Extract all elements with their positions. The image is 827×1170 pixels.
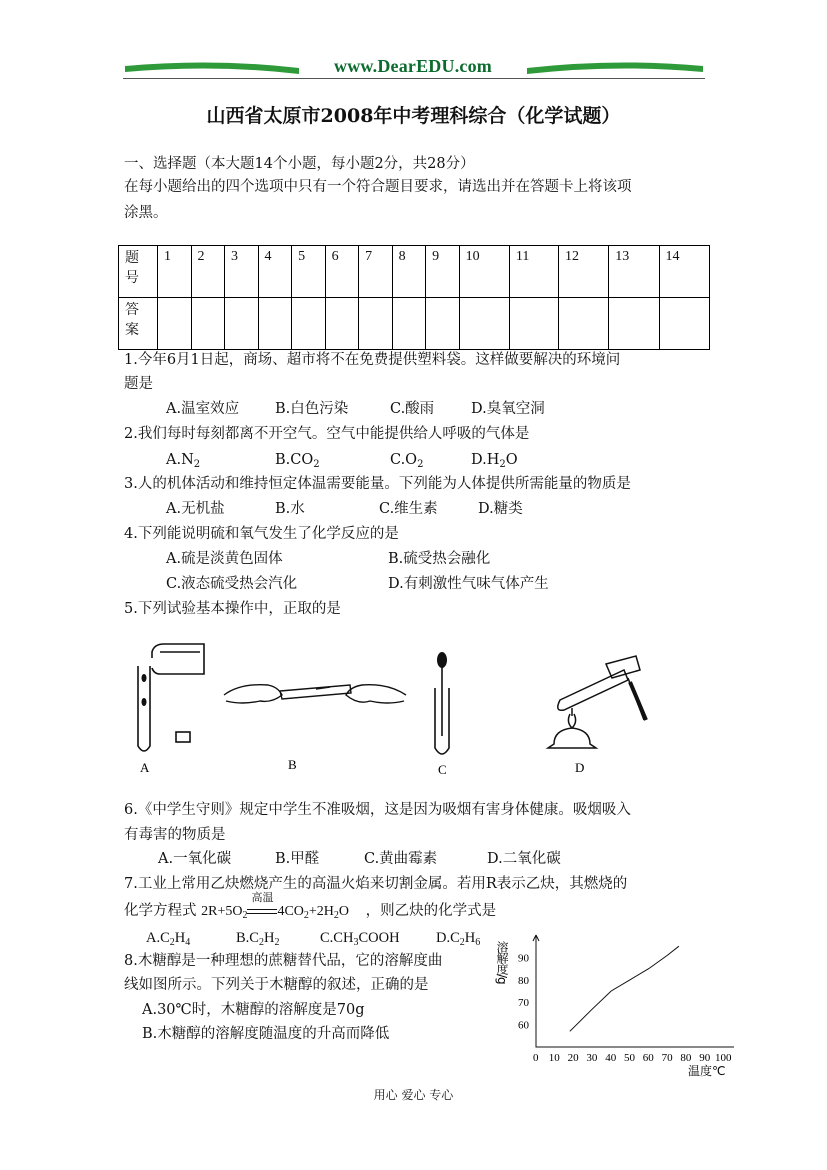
q6-option-b: B.甲醛 [275, 851, 320, 867]
table-cell: 4 [258, 246, 292, 298]
section-heading: 一、选择题（本大题14个小题，每小题2分，共28分） [124, 156, 475, 172]
q6-option-c: C.黄曲霉素 [364, 851, 438, 867]
figure-label-c: C [438, 762, 447, 777]
q1-option-d: D.臭氧空洞 [471, 401, 545, 417]
table-cell: 12 [558, 246, 608, 298]
y-tick-label: 60 [518, 1019, 529, 1032]
q6-text-2: 有毒害的物质是 [124, 827, 226, 843]
q7-option-b: $B.C_2H_2$ [236, 930, 280, 948]
answer-cell[interactable] [158, 298, 192, 350]
q4-option-a: A.硫是淡黄色固体 [166, 551, 283, 567]
q6-text-1: 6.《中学生守则》规定中学生不准吸烟，这是因为吸烟有害身体健康。吸烟吸入 [124, 802, 631, 818]
q4-option-b: B.硫受热会融化 [388, 551, 491, 567]
q6-option-d: D.二氧化碳 [487, 851, 561, 867]
q2-option-b: $B.CO_2$ [275, 452, 320, 470]
chart-xlabel: 温度℃ [688, 1064, 726, 1078]
q1-option-c: C.酸雨 [390, 401, 435, 417]
y-tick-label: 90 [518, 952, 529, 965]
table-row-answers [119, 298, 710, 350]
answer-cell[interactable] [392, 298, 426, 350]
x-tick-label: 40 [605, 1052, 617, 1064]
answer-cell[interactable] [258, 298, 292, 350]
x-tick-label: 70 [661, 1052, 673, 1064]
q3-option-c: C.维生素 [379, 501, 438, 517]
q2-option-c: $C.O_2$ [390, 452, 424, 470]
answer-cell[interactable] [325, 298, 359, 350]
table-cell: 10 [459, 246, 509, 298]
y-tick-label: 80 [518, 974, 529, 987]
table-cell: 1 [158, 246, 192, 298]
q3-option-b: B.水 [275, 501, 305, 517]
q7-option-c: $C.CH_3COOH$ [320, 930, 400, 948]
lab-figure-c [425, 648, 465, 778]
table-cell: 3 [225, 246, 259, 298]
y-tick-label: 70 [518, 997, 529, 1010]
x-tick-label: 60 [642, 1052, 654, 1064]
figure-label-a: A [140, 760, 150, 775]
q2-option-d: $D.H_2O$ [471, 452, 518, 470]
solubility-curve [570, 946, 679, 1031]
q5-text: 5.下列试验基本操作中，正取的是 [124, 601, 341, 617]
answer-cell[interactable] [659, 298, 709, 350]
answer-cell[interactable] [225, 298, 259, 350]
instruction-line-2: 涂黑。 [124, 205, 168, 221]
x-tick-label: 10 [548, 1052, 560, 1064]
answer-cell[interactable] [426, 298, 460, 350]
table-cell: 13 [609, 246, 659, 298]
lab-figure-d [540, 648, 660, 778]
x-tick-label: 100 [715, 1052, 732, 1064]
figure-label-b: B [288, 757, 297, 772]
table-cell: 5 [292, 246, 326, 298]
q4-option-d: D.有刺激性气味气体产生 [388, 576, 549, 592]
q1-text-2: 题是 [124, 376, 153, 392]
answer-cell[interactable] [292, 298, 326, 350]
x-tick-label: 30 [586, 1052, 598, 1064]
table-cell: 7 [359, 246, 393, 298]
q4-option-c: C.液态硫受热会汽化 [166, 576, 298, 592]
table-cell: 9 [426, 246, 460, 298]
x-tick-label: 90 [699, 1052, 711, 1064]
q3-text: 3.人的机体活动和维持恒定体温需要能量。下列能为人体提供所需能量的物质是 [124, 476, 631, 492]
q7-equation: $2R+5O_2$ 高温 $4CO_2+2H_2O$ [201, 891, 350, 921]
table-cell: 6 [325, 246, 359, 298]
header-rule [123, 78, 705, 79]
x-tick-label: 50 [624, 1052, 635, 1064]
answer-cell[interactable] [558, 298, 608, 350]
q8-text-1: 8.木糖醇是一种理想的蔗糖替代品，它的溶解度曲 [124, 953, 443, 969]
table-cell: 2 [191, 246, 225, 298]
q7-option-a: $A.C_2H_4$ [146, 930, 191, 948]
q8-text-2: 线如图所示。下列关于木糖醇的叙述，正确的是 [124, 977, 429, 993]
figure-label-d: D [575, 760, 585, 775]
lab-figure-b [220, 665, 410, 775]
q1-option-b: B.白色污染 [275, 401, 349, 417]
page-title: 山西省太原市2008年中考理科综合（化学试题） [206, 105, 621, 127]
answer-cell[interactable] [509, 298, 558, 350]
q7-text-2: 化学方程式 $2R+5O_2$ 高温 $4CO_2+2H_2O$ ，则乙炔的化学式是 [124, 891, 497, 921]
row-label-answer: 答 案 [119, 298, 158, 350]
page-footer: 用心 爱心 专心 [373, 1088, 454, 1102]
answer-table [118, 245, 710, 350]
x-tick-label: 20 [567, 1052, 579, 1064]
q3-option-a: A.无机盐 [166, 501, 225, 517]
answer-cell[interactable] [609, 298, 659, 350]
q2-text: 2.我们每时每刻都离不开空气。空气中能提供给人呼吸的气体是 [124, 426, 530, 442]
q7-option-d: $D.C_2H_6$ [436, 930, 481, 948]
answer-cell[interactable] [191, 298, 225, 350]
table-cell: 11 [509, 246, 558, 298]
answer-cell[interactable] [359, 298, 393, 350]
site-logo: www.DearEDU.com [334, 56, 492, 76]
q7-text-1: 7.工业上常用乙炔燃烧产生的高温火焰来切割金属。若用R表示乙炔，其燃烧的 [124, 876, 628, 892]
table-cell: 14 [659, 246, 709, 298]
solubility-chart [495, 925, 748, 1080]
lab-figure-a [130, 638, 220, 778]
q8-option-b: B.木糖醇的溶解度随温度的升高而降低 [142, 1026, 390, 1042]
instruction-line-1: 在每小题给出的四个选项中只有一个符合题目要求，请选出并在答题卡上将该项 [124, 179, 632, 195]
x-tick-label: 80 [680, 1052, 692, 1064]
table-cell: 8 [392, 246, 426, 298]
chart-ylabel: 溶解度/g [495, 941, 509, 984]
x-tick-label: 0 [533, 1052, 539, 1064]
answer-cell[interactable] [459, 298, 509, 350]
q1-option-a: A.温室效应 [166, 401, 240, 417]
q6-option-a: A.一氧化碳 [158, 851, 232, 867]
q8-option-a: A.30℃时，木糖醇的溶解度是70g [142, 1002, 365, 1018]
q1-text-1: 1.今年6月1日起，商场、超市将不在免费提供塑料袋。这样做要解决的环境问 [124, 352, 621, 368]
q2-option-a: $A.N_2$ [166, 452, 201, 470]
q4-text: 4.下列能说明硫和氧气发生了化学反应的是 [124, 526, 399, 542]
q3-option-d: D.糖类 [478, 501, 523, 517]
row-label-number: 题 号 [119, 246, 158, 298]
table-row-numbers [119, 246, 710, 298]
